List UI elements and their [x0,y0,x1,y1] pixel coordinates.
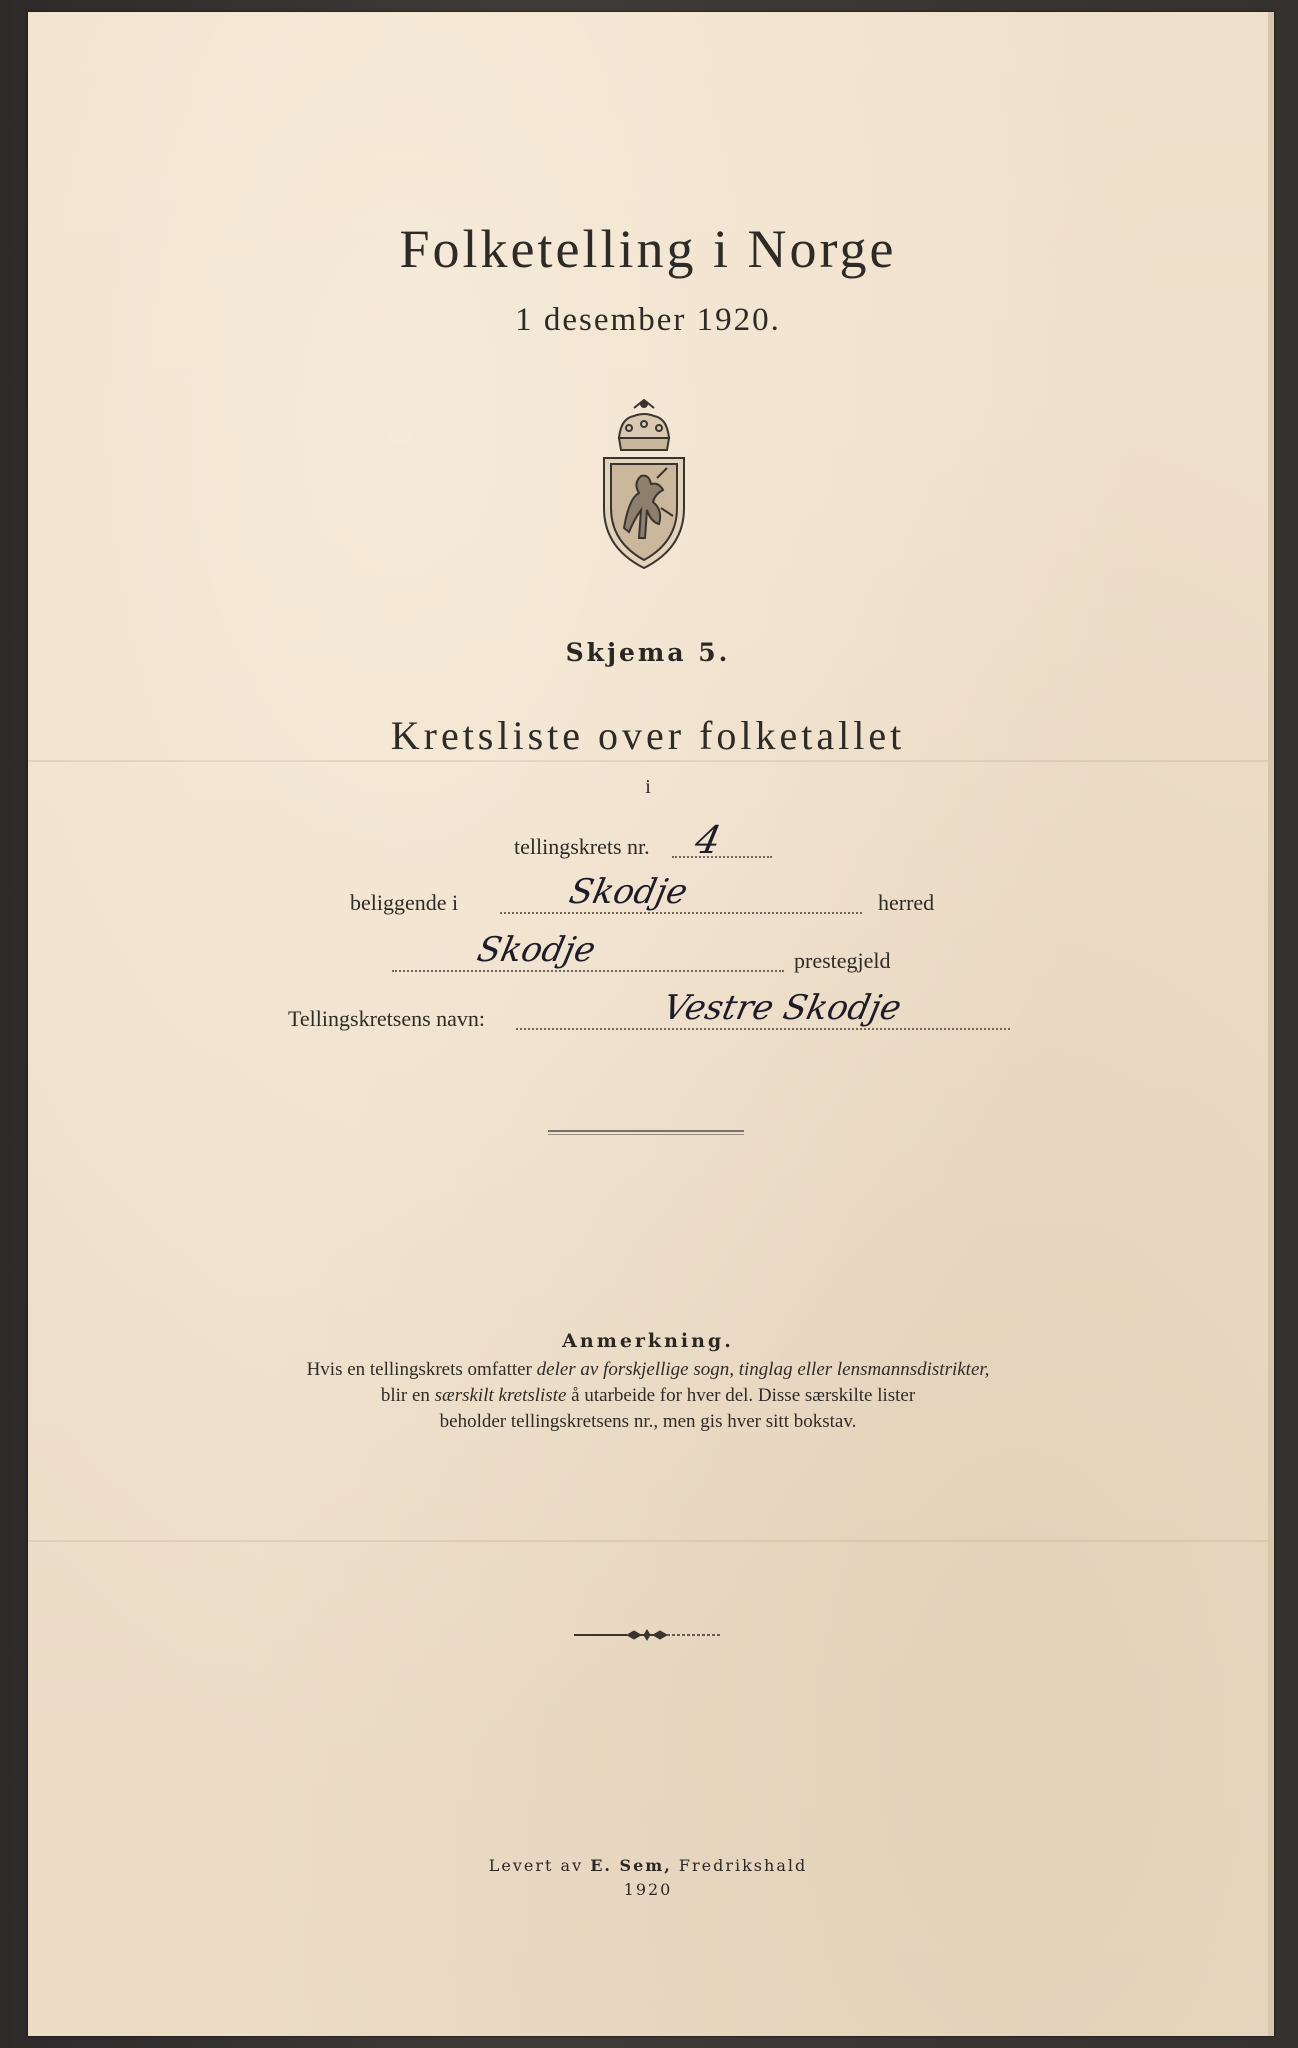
municipality-field[interactable] [500,912,862,914]
herred-label: herred [878,890,935,915]
parish-field[interactable] [392,970,784,972]
note-text: blir en [380,1385,435,1406]
ornament-divider-icon [572,1628,722,1642]
district-name-label: Tellingskretsens navn: [288,1006,486,1031]
district-name-value: Vestre Skodje [659,988,905,1028]
municipality-value: Skodje [565,872,692,912]
schema-number: Skjema 5. [565,638,731,667]
coat-of-arms-icon [589,398,699,573]
parish-value: Skodje [473,930,600,970]
note-line-2 [28,1384,1268,1408]
note-line-1 [28,1358,1268,1382]
preposition-i: i [645,776,651,798]
divider-line [548,1130,744,1132]
district-number-label: tellingskrets nr. [514,834,650,859]
parish-label: prestegjeld [794,948,891,973]
district-number-field[interactable] [672,856,772,858]
note-heading: Anmerkning. [562,1330,734,1352]
located-in-label: beliggende i [350,890,459,915]
printer-name: E. Sem, [590,1856,672,1875]
form-heading: Kretsliste over folketallet [390,713,906,758]
printer-credit [28,1856,1268,1875]
page-title: Folketelling i Norge [399,219,897,279]
district-name-field[interactable] [516,1028,1010,1030]
paper-fold-line [28,1540,1268,1542]
note-emphasis: deler av forskjellige sogn, tinglag eller lensmannsdistrikter, [536,1359,990,1380]
printer-city: Fredrikshald [671,1856,808,1875]
paper-fold-line [28,760,1268,762]
note-line-3: beholder tellingskretsens nr., men gis hver sitt bokstav. [439,1411,857,1432]
census-date: 1 desember 1920. [515,302,781,338]
district-number-value: 4 [691,818,725,862]
divider-line [548,1134,744,1135]
print-year: 1920 [623,1880,673,1899]
note-text: å utarbeide for hver del. Disse særskilte lister [566,1385,916,1406]
printer-prefix: Levert av [488,1856,591,1875]
note-emphasis: særskilt kretsliste [434,1385,567,1406]
note-text: Hvis en tellingskrets omfatter [306,1359,537,1380]
